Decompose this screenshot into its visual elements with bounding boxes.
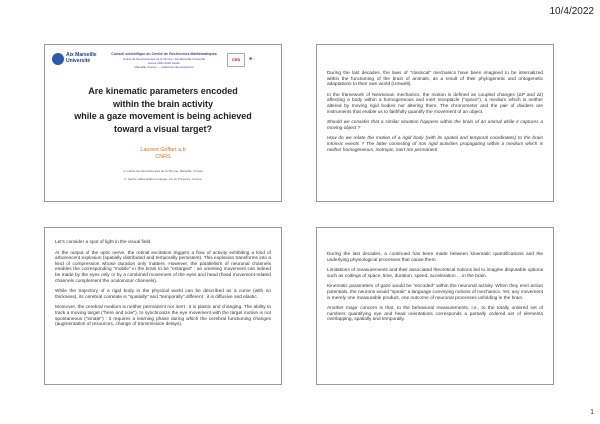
header-line-2: Institut de Neurosciences de la Timone / Aix-Marseille Université: [122, 56, 206, 61]
header-line-3: Année 2021-2022 Atelier: [148, 60, 180, 65]
question-paragraph: Should we consider that a similar situation happens within the brain of an animal while it captures a moving object ?: [327, 120, 543, 131]
paragraph: Kinematic parameters of gaze would be "encoded" within the neuronal activity. When they emit action potentials, the neurons would "speak" a language conveying notions of mechanics. Yet, any movement is merely one measurable product, one outcome of neuronal processes unfolding in the brain.: [327, 284, 543, 301]
print-date: 10/4/2022: [549, 6, 594, 17]
paragraph: During the last decades, a continued has been made between kinematic quantifications and the underlying physiological processes that cause them.: [327, 252, 543, 263]
title-line-3: while a gaze movement is being achieved: [74, 111, 252, 122]
header-line-4: Marseille, France — Institut de Neurosciences: [134, 64, 194, 69]
slide-visual-field: [44, 227, 282, 385]
presentation-title: [55, 85, 271, 135]
author-org: CNRS: [155, 154, 171, 160]
amu-logo-text: Aix Marseille Université: [66, 52, 97, 64]
affiliation-a: a: Institut de Neurosciences de la Timone, Marseille, France: [123, 169, 203, 173]
paragraph: Another major concern is that, to the behavioral measurements, i.e., to the totally ordered set of numbers quantifying eye and head orientations corresponds a partially ordered set of elements overlapping, spatially and temporally.: [327, 306, 543, 323]
slide-body: [327, 252, 543, 328]
affiliation-b: b: Centre Gilles Gaston Granger, Aix en Provence, France: [124, 177, 202, 181]
slide-body: [327, 71, 543, 158]
title-line-1: Are kinematic parameters encoded: [88, 86, 238, 96]
paragraph: In the framework of Newtonian mechanics, the motion is defined as coupled changes (ΔP and Δt) affecting a body within a homogeneous and inert receptacle ("space"), a medium which is neither altered by moving rigid bodies nor altering them. The chronometer and the pair of dividers are instruments that enable us to faithfully quantify the movement of an object.: [327, 92, 543, 115]
slide-body: [55, 240, 271, 333]
partner-logo-icon: ✱ ◦: [249, 56, 255, 61]
affiliations: [45, 167, 281, 183]
title-line-2: within the brain activity: [112, 98, 213, 109]
paragraph: While the trajectory of a rigid body in the physical world can be described as a curve (with no thickness), its cerebral correlate is "spatially" and "temporally" different : it is diffusive and elastic.: [55, 289, 271, 300]
slide-classical-mechanics: [316, 44, 554, 202]
paragraph: Let's consider a spot of light in the visual field.: [55, 240, 152, 245]
paragraph: At the output of the optic nerve, the retinal excitation triggers a flow of activity exhibiting a kind of arborescent explosion (spatially distributed and temporally persistent). This explosion transforms into a kind of compression whose duration only matters. However, the parallelism of neuronal channels enables the corresponding "mobile" in the brain to be "enlarged" : an orienting movement can indeed be made by the eyes only or by a combined movement of the eyes and head (head movement-related channels complement the oculomotor channels).: [55, 250, 271, 284]
institution-logos-left: [52, 52, 100, 66]
author-name: Laurent Goffart a,b: [140, 147, 186, 153]
author-block: [45, 147, 281, 161]
question-paragraph: How do we relate the motion of a rigid body (with its spatial and temporal coordinates) to the brain intrinsic events ? The latter consisting of non rigid activities propagating within a medium which is neither homogeneous, isotropic, inert nor permanent: [327, 136, 543, 153]
crs-logo-icon: CRS: [227, 53, 245, 67]
paragraph: During the last decades, the laws of "classical" mechanics have been imagined to be internalized within the functioning of the brain of animals, as a result of their phylogenetic and ontogenetic adaptations to their own world (Umwelt).: [327, 71, 543, 88]
paragraph: Limitations of measurements and their associated theoretical notions led to imagine disputable options such as codings of space, time, duration, speed, acceleration ... in the brain.: [327, 268, 543, 279]
slide-title: [44, 44, 282, 202]
cnrs-logo-icon: [52, 53, 64, 65]
page-number: 1: [590, 409, 594, 416]
slide-kinematic-encoding: [316, 227, 554, 385]
institution-logos-right: [227, 53, 271, 67]
conference-header: [107, 52, 221, 69]
title-line-4: toward a visual target?: [113, 123, 213, 134]
header-line-1: Conseil scientifique du Centre de Recherches Mathématiques: [111, 52, 217, 56]
paragraph: Moreover, the cerebral medium is neither permanent nor inert : it is plastic and changing. The ability to track a moving target ("here and now"), to synchronize the eye movement with the target motion is not spontaneous ("innate") : it requires a learning phase during which the cerebral functioning changes (augmentation of resources, change of transmission delays).: [55, 305, 271, 328]
